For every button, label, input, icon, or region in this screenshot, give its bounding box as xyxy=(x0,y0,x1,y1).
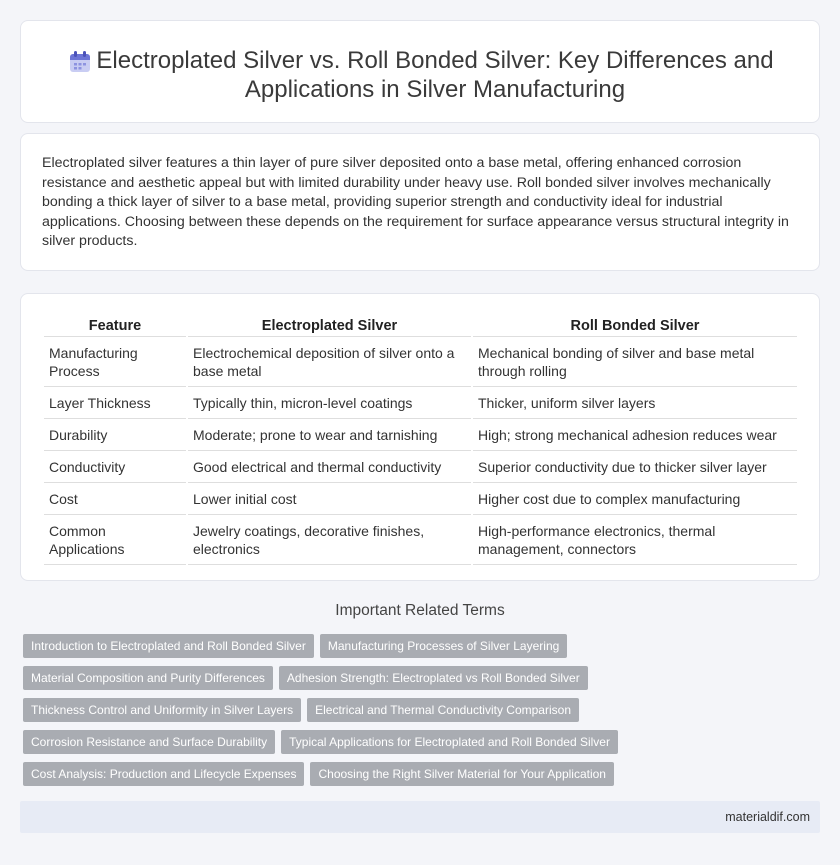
related-term-tag[interactable]: Manufacturing Processes of Silver Layering xyxy=(320,634,567,658)
related-term-tag[interactable]: Thickness Control and Uniformity in Silver Layers xyxy=(23,698,301,722)
related-term-tag[interactable]: Choosing the Right Silver Material for Your Application xyxy=(310,762,614,786)
page-title: Electroplated Silver vs. Roll Bonded Silver: Key Differences and Applications in Silver Manufacturing xyxy=(96,47,774,103)
table-cell: Layer Thickness xyxy=(44,387,186,419)
table-cell: Manufacturing Process xyxy=(44,337,186,387)
table-cell: Mechanical bonding of silver and base metal through rolling xyxy=(473,337,797,387)
table-cell: Common Applications xyxy=(44,515,186,565)
table-row xyxy=(44,515,797,565)
footer-site-link[interactable]: materialdif.com xyxy=(725,810,810,824)
table-header-row xyxy=(44,316,797,337)
related-term-tag[interactable]: Typical Applications for Electroplated and Roll Bonded Silver xyxy=(281,730,618,754)
table-cell: Thicker, uniform silver layers xyxy=(473,387,797,419)
table-row xyxy=(44,337,797,387)
footer-bar xyxy=(20,801,820,833)
related-term-tag[interactable]: Material Composition and Purity Differences xyxy=(23,666,273,690)
table-row xyxy=(44,387,797,419)
intro-paragraph: Electroplated silver features a thin layer of pure silver deposited onto a base metal, offering enhanced corrosion resistance and aesthetic appeal but with limited durability under heavy use. Roll bonded silver involves mechanically bonding a thick layer of silver to a base metal, providing superior strength and conductivity ideal for industrial applications. Choosing between these depends on the requirement for surface appearance versus structural integrity in silver products. xyxy=(42,155,789,250)
table-cell: High; strong mechanical adhesion reduces wear xyxy=(473,419,797,451)
table-row xyxy=(44,483,797,515)
table-cell: Cost xyxy=(44,483,186,515)
related-term-tag[interactable]: Introduction to Electroplated and Roll Bonded Silver xyxy=(23,634,314,658)
table-cell: High-performance electronics, thermal management, connectors xyxy=(473,515,797,565)
column-header-feature: Feature xyxy=(44,316,186,337)
table-cell: Electrochemical deposition of silver onto a base metal xyxy=(188,337,471,387)
related-term-tag[interactable]: Electrical and Thermal Conductivity Comparison xyxy=(307,698,579,722)
table-cell: Lower initial cost xyxy=(188,483,471,515)
related-terms-heading: Important Related Terms xyxy=(335,602,505,619)
column-header-roll-bonded: Roll Bonded Silver xyxy=(473,316,797,337)
table-row xyxy=(44,419,797,451)
table-cell: Typically thin, micron-level coatings xyxy=(188,387,471,419)
table-cell: Good electrical and thermal conductivity xyxy=(188,451,471,483)
table-cell: Moderate; prone to wear and tarnishing xyxy=(188,419,471,451)
table-cell: Durability xyxy=(44,419,186,451)
related-term-tag[interactable]: Corrosion Resistance and Surface Durability xyxy=(23,730,275,754)
table-cell: Superior conductivity due to thicker silver layer xyxy=(473,451,797,483)
related-terms-list xyxy=(23,634,823,794)
table-cell: Jewelry coatings, decorative finishes, electronics xyxy=(188,515,471,565)
table-cell: Conductivity xyxy=(44,451,186,483)
title-card xyxy=(20,20,820,123)
column-header-electroplated: Electroplated Silver xyxy=(188,316,471,337)
table-row xyxy=(44,451,797,483)
intro-card xyxy=(20,133,820,271)
comparison-table-card xyxy=(20,293,820,581)
related-term-tag[interactable]: Adhesion Strength: Electroplated vs Roll Bonded Silver xyxy=(279,666,588,690)
related-term-tag[interactable]: Cost Analysis: Production and Lifecycle Expenses xyxy=(23,762,304,786)
comparison-table xyxy=(42,316,799,565)
table-cell: Higher cost due to complex manufacturing xyxy=(473,483,797,515)
